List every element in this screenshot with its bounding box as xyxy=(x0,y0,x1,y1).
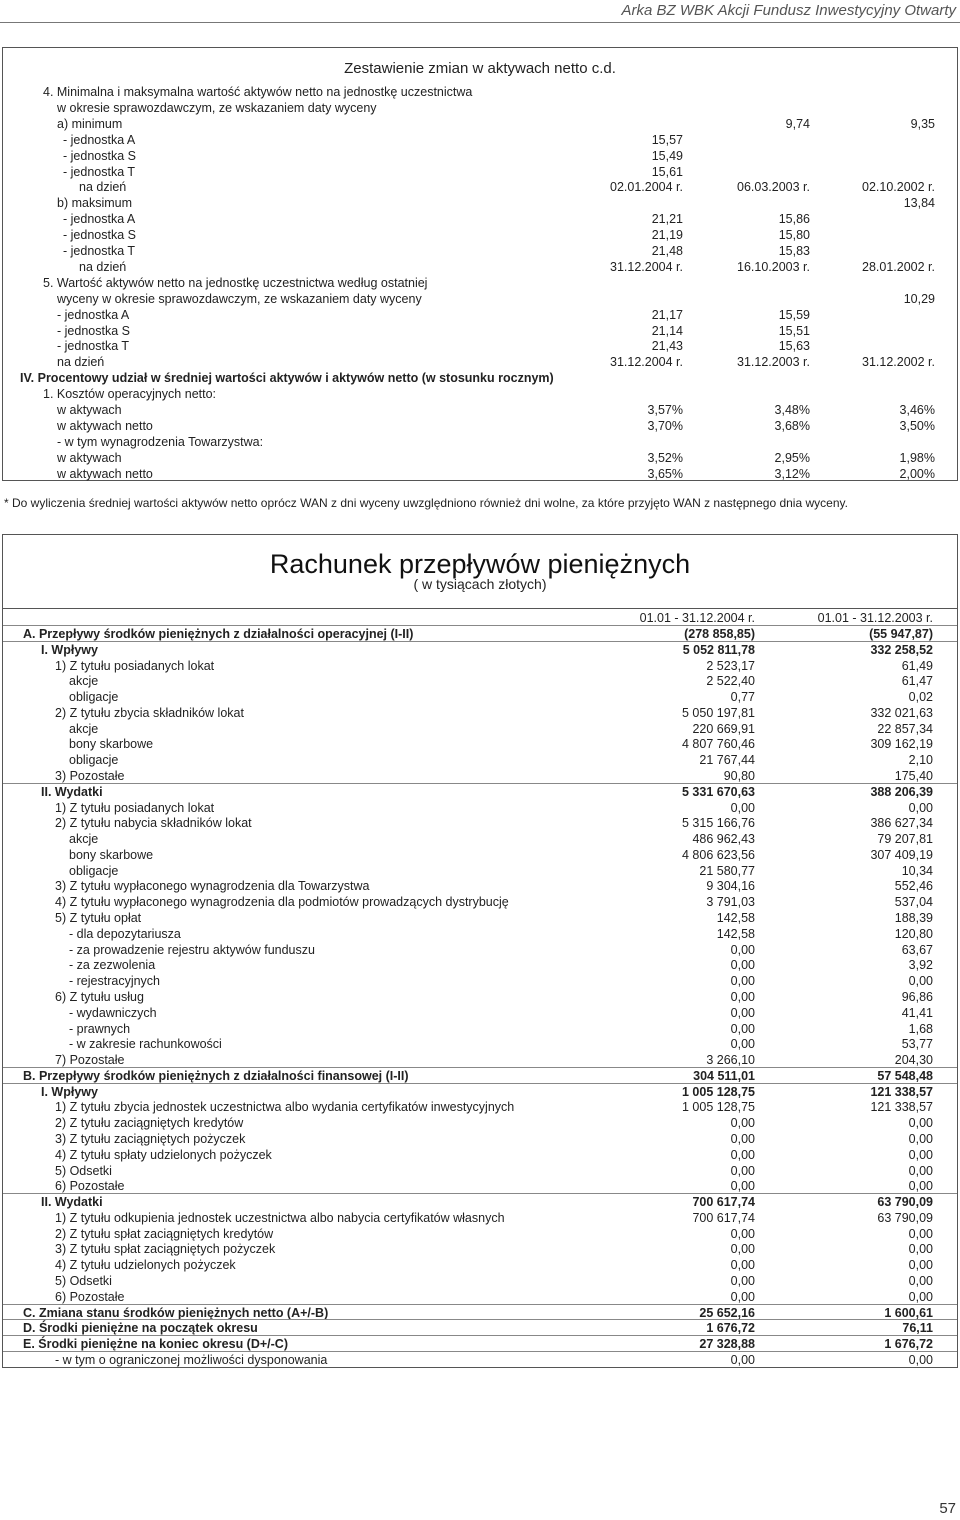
value-cell-b: 537,04 xyxy=(894,895,933,910)
cash-flow-row xyxy=(3,910,957,926)
value-cell-b: 552,46 xyxy=(894,879,933,894)
value-cell-a: 0,00 xyxy=(730,1273,755,1288)
row-label: 6) Z tytułu usług xyxy=(55,989,144,1004)
row-label: 1) Z tytułu zbycia jednostek uczestnictwa albo wydania certyfikatów inwestycyjnych xyxy=(55,1100,515,1115)
value-cell-a: 486 962,43 xyxy=(692,832,755,847)
value-cell-a: 0,77 xyxy=(730,690,755,705)
value-cell-b: 386 627,34 xyxy=(870,816,933,831)
row-label: bony skarbowe xyxy=(69,847,154,862)
value-cell-a: 21,17 xyxy=(651,307,683,322)
document-header: Arka BZ WBK Akcji Fundusz Inwestycyjny Otwarty xyxy=(621,2,956,19)
cash-flow-row xyxy=(3,973,957,989)
value-cell-a: 0,00 xyxy=(730,1289,755,1304)
row-label: - wydawniczych xyxy=(69,1005,157,1020)
cash-flow-row xyxy=(3,847,957,863)
cash-flow-row xyxy=(3,1352,957,1368)
cash-flow-row xyxy=(3,1068,957,1084)
row-label: wyceny w okresie sprawozdawczym, ze wskazaniem daty wyceny xyxy=(57,291,422,306)
cash-flow-row xyxy=(3,1036,957,1052)
value-cell-b: 0,00 xyxy=(908,1289,933,1304)
value-cell-b: 15,51 xyxy=(778,323,810,338)
cash-flow-row xyxy=(3,752,957,768)
value-cell-a: 5 331 670,63 xyxy=(682,784,755,799)
value-cell-a: 0,00 xyxy=(730,958,755,973)
value-cell-a: 2 522,40 xyxy=(706,674,755,689)
table1-row xyxy=(3,450,957,466)
value-cell-a: 21,19 xyxy=(651,228,683,243)
cash-flow-row xyxy=(3,1241,957,1257)
value-cell-a: 4 807 760,46 xyxy=(682,737,755,752)
value-cell-a: 0,00 xyxy=(730,974,755,989)
row-label: - w tym o ograniczonej możliwości dysponowania xyxy=(55,1352,328,1367)
column-header-row xyxy=(3,610,957,626)
value-cell-b: 1 600,61 xyxy=(884,1305,933,1320)
row-label: akcje xyxy=(69,832,99,847)
value-cell-b: 307 409,19 xyxy=(870,847,933,862)
value-cell-a: 0,00 xyxy=(730,1179,755,1194)
cash-flow-row xyxy=(3,1336,957,1352)
value-cell-b: 0,00 xyxy=(908,1179,933,1194)
net-assets-changes-table xyxy=(2,47,958,481)
row-label: - jednostka S xyxy=(63,228,136,243)
value-cell-a: 15,61 xyxy=(651,164,683,179)
value-cell-b: 3,92 xyxy=(908,958,933,973)
value-cell-a: 21,43 xyxy=(651,339,683,354)
row-label: - jednostka T xyxy=(63,164,136,179)
cash-flow-row xyxy=(3,1131,957,1147)
value-cell-b: 0,00 xyxy=(908,1147,933,1162)
value-cell-b: 22 857,34 xyxy=(877,721,933,736)
row-label: akcje xyxy=(69,721,99,736)
value-cell-a: 15,57 xyxy=(651,132,683,147)
row-label: obligacje xyxy=(69,863,119,878)
value-cell-b: 0,00 xyxy=(908,974,933,989)
cash-flow-row xyxy=(3,863,957,879)
value-cell-a: 3,65% xyxy=(647,466,683,481)
value-cell-b: (55 947,87) xyxy=(869,627,933,641)
table1-row xyxy=(3,370,957,386)
table1-row xyxy=(3,418,957,434)
table1-row xyxy=(3,323,957,339)
value-cell-b: 120,80 xyxy=(894,926,933,941)
row-label: 2) Z tytułu nabycia składników lokat xyxy=(55,816,252,831)
row-label: - w tym wynagrodzenia Towarzystwa: xyxy=(57,434,264,449)
value-cell-a: 31.12.2004 r. xyxy=(610,355,683,370)
value-cell-b: 3,68% xyxy=(774,418,810,433)
value-cell-b: 1 676,72 xyxy=(884,1337,933,1352)
value-cell-b: 61,47 xyxy=(901,674,933,689)
row-label: 2) Z tytułu zbycia składników lokat xyxy=(55,705,244,720)
row-label: 6) Pozostałe xyxy=(55,1179,125,1194)
value-cell-b: 0,00 xyxy=(908,1131,933,1146)
table1-row xyxy=(3,211,957,227)
row-label: II. Wydatki xyxy=(41,1195,103,1210)
row-label: - jednostka S xyxy=(57,323,130,338)
value-cell-a: 3,57% xyxy=(647,403,683,417)
value-cell-c: 13,84 xyxy=(903,196,935,211)
value-cell-a: 0,00 xyxy=(730,1116,755,1131)
title-rule xyxy=(3,608,957,609)
cash-flow-row xyxy=(3,705,957,721)
value-cell-a: 0,00 xyxy=(730,1242,755,1257)
value-cell-a: 3,70% xyxy=(647,418,683,433)
value-cell-b: 204,30 xyxy=(894,1053,933,1068)
table1-row xyxy=(3,386,957,402)
value-cell-a: 700 617,74 xyxy=(692,1210,755,1225)
value-cell-b: 63 790,09 xyxy=(877,1210,933,1225)
table1-row xyxy=(3,402,957,418)
value-cell-b: 63 790,09 xyxy=(877,1195,933,1210)
header-rule xyxy=(0,22,960,23)
value-cell-b: 06.03.2003 r. xyxy=(737,180,810,195)
value-cell-a: 90,80 xyxy=(723,769,755,784)
value-cell-b: 79 207,81 xyxy=(877,832,933,847)
row-label: 1) Z tytułu odkupienia jednostek uczestnictwa albo nabycia certyfikatów własnych xyxy=(55,1210,505,1225)
value-cell-b: 1,68 xyxy=(908,1021,933,1036)
value-cell-a: 142,58 xyxy=(716,926,755,941)
value-cell-a: 1 676,72 xyxy=(706,1321,755,1336)
row-label: I. Wpływy xyxy=(41,642,98,657)
value-cell-a: 3,52% xyxy=(647,450,683,465)
value-cell-b: 0,00 xyxy=(908,1273,933,1288)
row-label: - za zezwolenia xyxy=(69,958,156,973)
value-cell-b: 15,83 xyxy=(778,244,810,258)
row-label: - jednostka A xyxy=(63,132,136,147)
value-cell-b: 2,95% xyxy=(774,450,810,465)
table1-row xyxy=(3,179,957,195)
value-cell-a: 21 767,44 xyxy=(699,753,755,768)
cash-flow-row xyxy=(3,1052,957,1068)
row-label: 3) Z tytułu wypłaconego wynagrodzenia dla Towarzystwa xyxy=(55,879,370,894)
row-label: - jednostka T xyxy=(63,244,136,258)
row-label: D. Środki pieniężne na początek okresu xyxy=(23,1321,258,1336)
value-cell-a: 220 669,91 xyxy=(692,721,755,736)
value-cell-b: 388 206,39 xyxy=(870,784,933,799)
row-label: 2) Z tytułu zaciągniętych kredytów xyxy=(55,1116,244,1131)
value-cell-a: 2 523,17 xyxy=(706,658,755,673)
row-label: 6) Pozostałe xyxy=(55,1289,125,1304)
table1-row xyxy=(3,307,957,323)
cash-flow-row xyxy=(3,800,957,816)
value-cell-b: 15,86 xyxy=(778,212,810,227)
row-label: 1. Kosztów operacyjnych netto: xyxy=(43,387,217,402)
row-label: na dzień xyxy=(79,259,127,274)
value-cell-c: 31.12.2002 r. xyxy=(862,355,935,370)
value-cell-a: 31.12.2004 r. xyxy=(610,259,683,274)
value-cell-b: 96,86 xyxy=(901,989,933,1004)
row-label: bony skarbowe xyxy=(69,737,154,752)
cash-flow-row xyxy=(3,721,957,737)
row-label: w aktywach xyxy=(57,403,122,417)
row-label: II. Wydatki xyxy=(41,784,103,799)
value-cell-a: 0,00 xyxy=(730,942,755,957)
value-cell-a: 25 652,16 xyxy=(699,1305,755,1320)
cash-flow-row xyxy=(3,1320,957,1336)
cash-flow-row xyxy=(3,1305,957,1321)
value-cell-a: 21,14 xyxy=(651,323,683,338)
value-cell-a: 1 005 128,75 xyxy=(682,1100,755,1115)
cash-flow-row xyxy=(3,878,957,894)
row-label: na dzień xyxy=(79,180,127,195)
row-label: - jednostka A xyxy=(57,307,130,322)
table1-row xyxy=(3,227,957,243)
value-cell-c: 2,00% xyxy=(899,466,935,481)
table1-row xyxy=(3,116,957,132)
value-cell-b: 31.12.2003 r. xyxy=(737,355,810,370)
value-cell-a: 5 052 811,78 xyxy=(682,642,755,657)
value-cell-a: 15,49 xyxy=(651,148,683,163)
cash-flow-row xyxy=(3,1194,957,1210)
value-cell-a: 9 304,16 xyxy=(706,879,755,894)
value-cell-c: 1,98% xyxy=(899,450,935,465)
value-cell-a: 5 315 166,76 xyxy=(682,816,755,831)
table1-row xyxy=(3,291,957,307)
table1-row xyxy=(3,243,957,259)
value-cell-a: 0,00 xyxy=(730,1037,755,1052)
value-cell-b: 175,40 xyxy=(894,769,933,784)
row-label: 4. Minimalna i maksymalna wartość aktywów netto na jednostkę uczestnictwa xyxy=(43,85,473,99)
cash-flow-row xyxy=(3,815,957,831)
cash-flow-row xyxy=(3,1147,957,1163)
value-cell-b: 53,77 xyxy=(901,1037,933,1052)
row-label: - jednostka S xyxy=(63,148,136,163)
row-label: 3) Pozostałe xyxy=(55,769,125,784)
table1-title: Zestawienie zmian w aktywach netto c.d. xyxy=(344,60,616,77)
row-label: 7) Pozostałe xyxy=(55,1053,125,1068)
value-cell-a: 1 005 128,75 xyxy=(682,1084,755,1099)
row-label: 4) Z tytułu spłaty udzielonych pożyczek xyxy=(55,1147,272,1162)
row-label: 1) Z tytułu posiadanych lokat xyxy=(55,800,215,815)
cash-flow-row xyxy=(3,1099,957,1115)
cash-flow-row xyxy=(3,1163,957,1179)
table1-row xyxy=(3,164,957,180)
cash-flow-row xyxy=(3,658,957,674)
value-cell-a: 0,00 xyxy=(730,1021,755,1036)
value-cell-b: 121 338,57 xyxy=(870,1100,933,1115)
table1-row xyxy=(3,466,957,482)
cash-flow-row xyxy=(3,1084,957,1100)
footnote: * Do wyliczenia średniej wartości aktywów netto oprócz WAN z dni wyceny uwzględniono również dni wolne, za które przyjęto WAN z następnego dnia wyceny. xyxy=(4,496,848,510)
cash-flow-row xyxy=(3,768,957,784)
page-number: 57 xyxy=(939,1500,956,1517)
col-header-2004: 01.01 - 31.12.2004 r. xyxy=(639,611,755,625)
table1-row xyxy=(3,338,957,354)
cash-flow-table xyxy=(2,534,958,1368)
value-cell-b: 76,11 xyxy=(902,1321,933,1336)
row-label: I. Wpływy xyxy=(41,1084,98,1099)
cash-flow-row xyxy=(3,1257,957,1273)
value-cell-b: 332 021,63 xyxy=(870,705,933,720)
value-cell-b: 0,00 xyxy=(908,1163,933,1178)
value-cell-c: 3,50% xyxy=(899,418,935,433)
row-label: 5) Odsetki xyxy=(55,1163,112,1178)
value-cell-b: 15,63 xyxy=(778,339,810,354)
cash-flow-row xyxy=(3,689,957,705)
value-cell-b: 121 338,57 xyxy=(870,1084,933,1099)
cash-flow-row xyxy=(3,1226,957,1242)
cash-flow-row xyxy=(3,1210,957,1226)
row-label: 3) Z tytułu spłat zaciągniętych pożyczek xyxy=(55,1242,276,1257)
row-label: w aktywach xyxy=(57,450,122,465)
row-label: w aktywach netto xyxy=(57,418,153,433)
value-cell-a: 21 580,77 xyxy=(699,863,755,878)
value-cell-b: 0,00 xyxy=(908,1258,933,1273)
value-cell-b: 15,80 xyxy=(778,228,810,243)
cash-flow-row xyxy=(3,1273,957,1289)
value-cell-b: 3,12% xyxy=(774,466,810,481)
value-cell-b: 0,00 xyxy=(908,1226,933,1241)
table1-row xyxy=(3,148,957,164)
row-label: 1) Z tytułu posiadanych lokat xyxy=(55,658,215,673)
row-label: obligacje xyxy=(69,690,119,705)
row-label: w aktywach netto xyxy=(57,466,153,481)
value-cell-b: 2,10 xyxy=(908,753,933,768)
cash-flow-row xyxy=(3,894,957,910)
value-cell-a: 0,00 xyxy=(730,1147,755,1162)
value-cell-b: 9,74 xyxy=(785,116,810,131)
table1-row xyxy=(3,259,957,275)
table1-row xyxy=(3,132,957,148)
row-label: - za prowadzenie rejestru aktywów funduszu xyxy=(69,942,315,957)
value-cell-a: 4 806 623,56 xyxy=(682,847,755,862)
row-label: 5. Wartość aktywów netto na jednostkę uczestnictwa według ostatniej xyxy=(43,275,428,290)
value-cell-b: 0,00 xyxy=(908,1116,933,1131)
value-cell-a: 0,00 xyxy=(730,1258,755,1273)
value-cell-c: 02.10.2002 r. xyxy=(862,180,935,195)
row-label: na dzień xyxy=(57,355,105,370)
cash-flow-row xyxy=(3,1115,957,1131)
row-label: a) minimum xyxy=(57,116,123,131)
row-label: b) maksimum xyxy=(57,196,133,211)
cash-flow-row xyxy=(3,926,957,942)
cash-flow-row xyxy=(3,673,957,689)
row-label: 5) Z tytułu opłat xyxy=(55,911,142,926)
value-cell-a: 700 617,74 xyxy=(692,1195,755,1210)
value-cell-a: 0,00 xyxy=(730,1131,755,1146)
row-label: 4) Z tytułu wypłaconego wynagrodzenia dla podmiotów prowadzących dystrybucję xyxy=(55,895,509,910)
row-label: B. Przepływy środków pieniężnych z działalności finansowej (I-II) xyxy=(23,1068,409,1083)
value-cell-a: 3 791,03 xyxy=(706,895,755,910)
row-label: 5) Odsetki xyxy=(55,1273,112,1288)
cash-flow-row xyxy=(3,626,957,642)
value-cell-a: 21,21 xyxy=(651,212,683,227)
value-cell-a: 0,00 xyxy=(730,1005,755,1020)
cash-flow-row xyxy=(3,957,957,973)
value-cell-b: 10,34 xyxy=(901,863,933,878)
cash-flow-subtitle: ( w tysiącach złotych) xyxy=(413,576,547,592)
row-label: - dla depozytariusza xyxy=(69,926,181,941)
value-cell-a: 304 511,01 xyxy=(693,1068,755,1083)
row-label: 4) Z tytułu udzielonych pożyczek xyxy=(55,1258,236,1273)
value-cell-a: 0,00 xyxy=(730,1163,755,1178)
row-label: C. Zmiana stanu środków pieniężnych netto (A+/-B) xyxy=(23,1305,329,1320)
row-label: 2) Z tytułu spłat zaciągniętych kredytów xyxy=(55,1226,274,1241)
cash-flow-row xyxy=(3,942,957,958)
value-cell-b: 0,00 xyxy=(908,1352,933,1367)
value-cell-b: 16.10.2003 r. xyxy=(737,259,810,274)
row-label: 3) Z tytułu zaciągniętych pożyczek xyxy=(55,1131,246,1146)
value-cell-a: 02.01.2004 r. xyxy=(610,180,683,195)
cash-flow-row xyxy=(3,1178,957,1194)
cash-flow-row xyxy=(3,784,957,800)
table1-row xyxy=(3,195,957,211)
cash-flow-row xyxy=(3,1005,957,1021)
cash-flow-title: Rachunek przepływów pieniężnych xyxy=(269,549,691,579)
row-label: akcje xyxy=(69,674,99,689)
value-cell-a: 0,00 xyxy=(730,1352,755,1367)
value-cell-a: 21,48 xyxy=(651,244,683,258)
row-label: - jednostka T xyxy=(57,339,130,354)
cash-flow-row xyxy=(3,1289,957,1305)
value-cell-a: 5 050 197,81 xyxy=(682,705,755,720)
value-cell-b: 61,49 xyxy=(901,658,933,673)
value-cell-a: 0,00 xyxy=(730,989,755,1004)
value-cell-b: 0,02 xyxy=(908,690,933,705)
value-cell-c: 3,46% xyxy=(899,403,935,417)
value-cell-a: 142,58 xyxy=(716,911,755,926)
row-label: - w zakresie rachunkowości xyxy=(69,1037,222,1052)
value-cell-a: 0,00 xyxy=(730,800,755,815)
table1-row xyxy=(3,354,957,370)
row-label: - rejestracyjnych xyxy=(69,974,160,989)
value-cell-b: 63,67 xyxy=(901,942,933,957)
value-cell-b: 57 548,48 xyxy=(877,1068,933,1083)
value-cell-c: 10,29 xyxy=(903,291,935,306)
cash-flow-row xyxy=(3,989,957,1005)
cash-flow-row xyxy=(3,1021,957,1037)
value-cell-a: 0,00 xyxy=(730,1226,755,1241)
value-cell-b: 3,48% xyxy=(774,403,810,417)
row-label: w okresie sprawozdawczym, ze wskazaniem daty wyceny xyxy=(57,100,377,115)
table1-row xyxy=(3,84,957,100)
row-label: E. Środki pieniężne na koniec okresu (D+/-C) xyxy=(23,1337,288,1352)
value-cell-b: 15,59 xyxy=(778,307,810,322)
value-cell-c: 28.01.2002 r. xyxy=(862,259,935,274)
value-cell-c: 9,35 xyxy=(910,116,935,131)
row-label: - prawnych xyxy=(69,1021,131,1036)
row-label: - jednostka A xyxy=(63,212,136,227)
cash-flow-row xyxy=(3,736,957,752)
table1-row xyxy=(3,434,957,450)
value-cell-b: 332 258,52 xyxy=(870,642,933,657)
value-cell-b: 41,41 xyxy=(901,1005,933,1020)
table1-row xyxy=(3,100,957,116)
row-label: A. Przepływy środków pieniężnych z działalności operacyjnej (I-II) xyxy=(23,627,414,641)
value-cell-a: 3 266,10 xyxy=(706,1053,755,1068)
value-cell-a: 27 328,88 xyxy=(699,1337,755,1352)
row-label: IV. Procentowy udział w średniej wartości aktywów i aktywów netto (w stosunku rocznym) xyxy=(20,371,554,386)
table1-row xyxy=(3,275,957,291)
row-label: obligacje xyxy=(69,753,119,768)
cash-flow-row xyxy=(3,642,957,658)
value-cell-b: 0,00 xyxy=(908,1242,933,1257)
value-cell-b: 0,00 xyxy=(908,800,933,815)
col-header-2003: 01.01 - 31.12.2003 r. xyxy=(817,611,933,625)
value-cell-b: 188,39 xyxy=(894,911,933,926)
cash-flow-row xyxy=(3,831,957,847)
value-cell-a: (278 858,85) xyxy=(684,627,755,641)
value-cell-b: 309 162,19 xyxy=(870,737,933,752)
